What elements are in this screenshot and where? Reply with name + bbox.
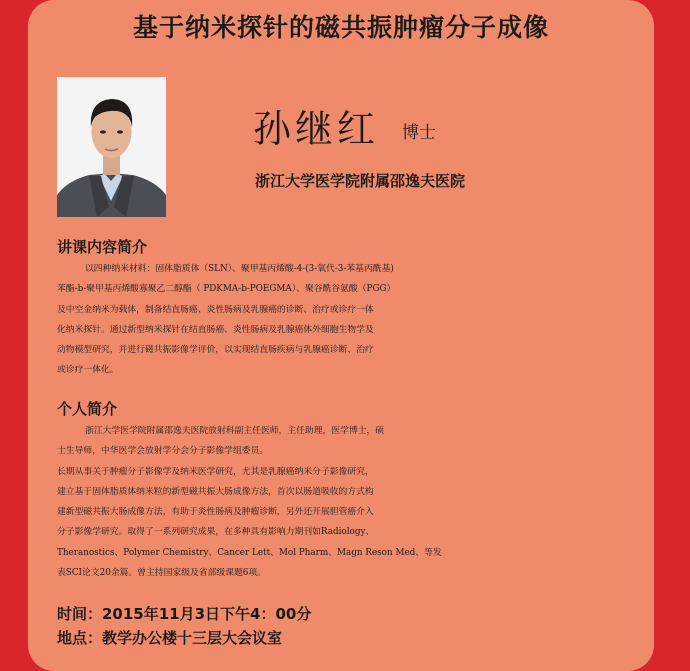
speaker-photo [57, 77, 166, 217]
poster-title: 基于纳米探针的磁共振肿瘤分子成像 [132, 13, 549, 42]
bio-heading: 个人简介 [57, 400, 118, 418]
lecture-line: 及中空金纳米为载体，制备结直肠癌、炎性肠病及乳腺癌的诊断、治疗或诊疗一体 [57, 304, 374, 315]
bio-line: 建新型磁共振大肠成像方法，有助于炎性肠病及肿瘤诊断，另外还开展胆管癌介入 [57, 507, 374, 518]
bio-line: 建立基于固体脂质体纳米粒的新型磁共振大肠成像方法，首次以肠道吸收的方式构 [57, 486, 374, 497]
speaker-affiliation: 浙江大学医学院附属邵逸夫医院 [255, 172, 466, 190]
lecture-line: 或诊疗一体化。 [57, 365, 119, 376]
event-place: 地点：教学办公楼十三层大会议室 [57, 629, 283, 647]
bio-line: Theranostics、Polymer Chemistry、Cancer Lett、Mol Pharm、Magn Reson Med、等发 [57, 547, 442, 558]
lecture-line: 以四种纳米材料：固体脂质体（SLN）、聚甲基丙烯酸-4-(3-氧代-3-苯基丙酰基) [85, 264, 394, 274]
event-time: 时间：2015年11月3日下午4：00分 [57, 605, 312, 623]
lecture-heading: 讲课内容简介 [57, 238, 148, 256]
lecture-line: 动物模型研究，并进行磁共振影像学评价，以实现结直肠疾病与乳腺癌诊断、治疗 [57, 345, 374, 356]
bio-summary [57, 421, 637, 583]
speaker-name: 孙继红 [253, 107, 380, 151]
bio-line: 长期从事关于肿瘤分子影像学及纳米医学研究，尤其是乳腺癌纳米分子影像研究， [57, 466, 374, 477]
bio-line: 分子影像学研究。取得了一系列研究成果，在多种具有影响力期刊如Radiology、 [57, 527, 375, 538]
lecture-line: 苯酯-b-聚甲基丙烯酸寡聚乙二醇酯（ PDKMA-b-POEGMA）、聚谷酰谷氨酸（PGG） [57, 284, 396, 295]
lecture-line: 化纳米探针。通过新型纳米探针在结直肠癌、炎性肠病及乳腺癌体外细胞生物学及 [57, 324, 374, 335]
bio-line: 浙江大学医学院附属邵逸夫医院放射科副主任医师，主任助理，医学博士，硕 [85, 426, 385, 436]
speaker-degree: 博士 [402, 123, 436, 143]
lecture-summary [57, 259, 637, 381]
bio-line: 表SCI论文20余篇。曾主持国家级及省部级课题6项。 [57, 568, 266, 579]
bio-line: 士生导师，中华医学会放射学分会分子影像学组委员。 [57, 446, 269, 457]
